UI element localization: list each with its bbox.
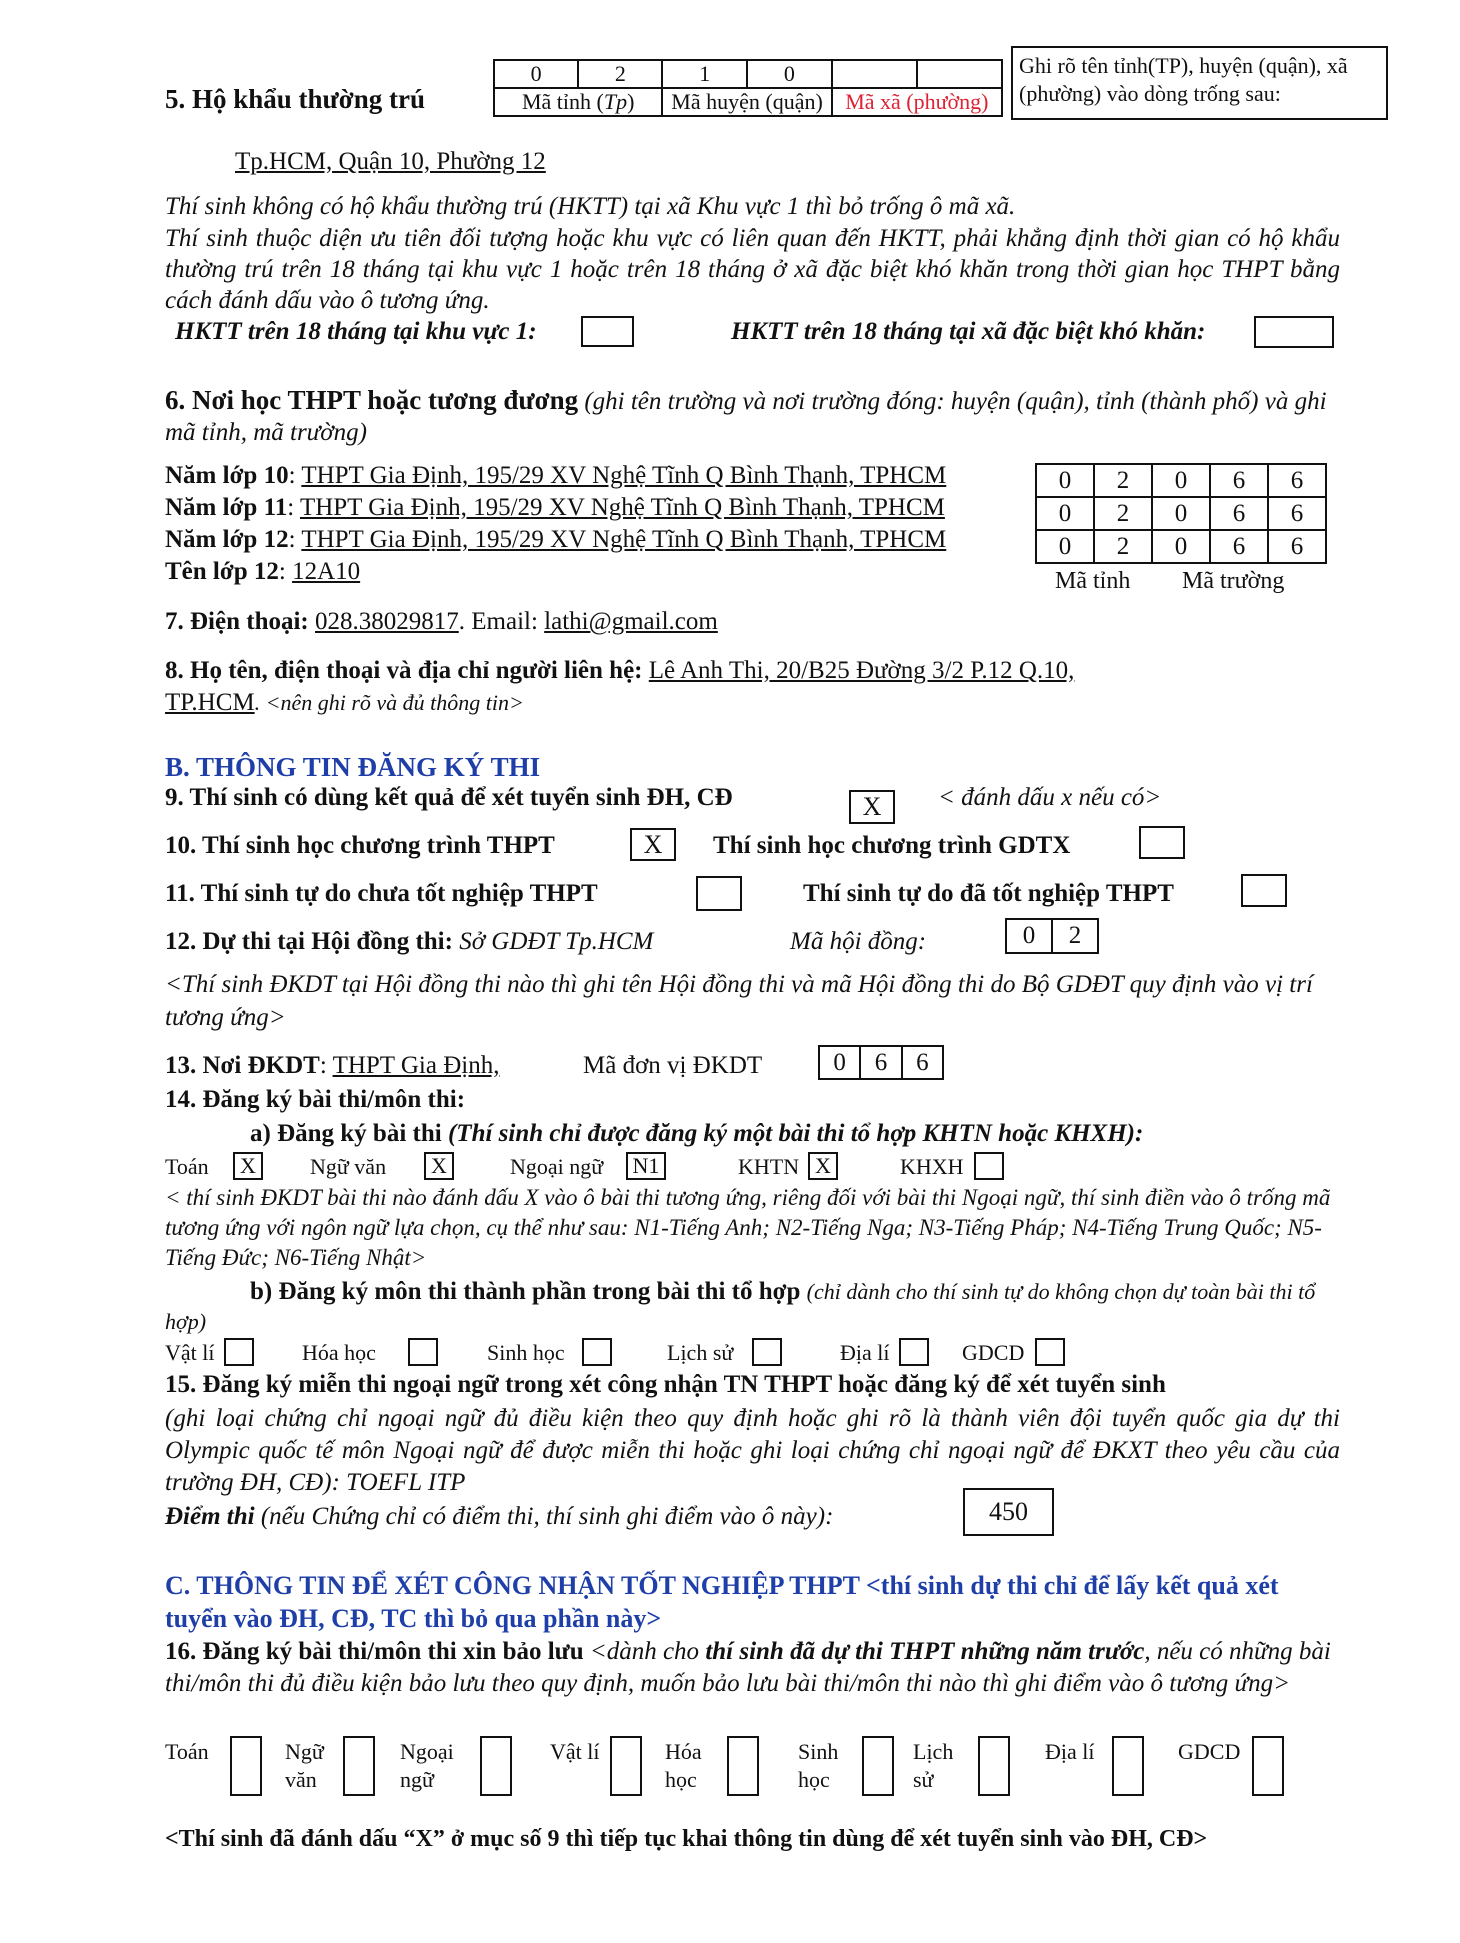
s10-checkbox-2[interactable] xyxy=(1139,826,1185,859)
s14a-checkbox-khxh[interactable] xyxy=(974,1152,1004,1180)
s6-code-grid xyxy=(1035,463,1327,564)
s11-checkbox-1[interactable] xyxy=(696,876,742,911)
s8-line1: 8. Họ tên, điện thoại và địa chỉ người liên hệ: Lê Anh Thi, 20/B25 Đường 3/2 P.12 Q.10, xyxy=(165,657,1075,684)
s6-digit[interactable]: 0 xyxy=(1036,530,1094,563)
s14a-heading: a) Đăng ký bài thi (Thí sinh chỉ được đăng ký một bài thi tổ hợp KHTN hoặc KHXH): xyxy=(250,1120,1144,1147)
s5-note-box xyxy=(1011,46,1388,120)
s5-address[interactable]: Tp.HCM, Quận 10, Phường 12 xyxy=(235,148,546,175)
s6-row-11: Năm lớp 11: THPT Gia Định, 195/29 XV Nghệ Tĩnh Q Bình Thạnh, TPHCM xyxy=(165,494,945,521)
s5-hktt-kv1-checkbox[interactable] xyxy=(581,316,634,347)
s6-digit[interactable]: 6 xyxy=(1268,497,1326,530)
s14b-checkbox-vat-li[interactable] xyxy=(224,1338,254,1366)
s14a-label-ngoai-ngu: Ngoại ngữ xyxy=(510,1154,604,1179)
s11-label-2: Thí sinh tự do đã tốt nghiệp THPT xyxy=(803,880,1174,907)
s7-contact: 7. Điện thoại: 028.38029817. Email: lathi@gmail.com xyxy=(165,608,718,635)
s5-hktt-kv1-label: HKTT trên 18 tháng tại khu vực 1: xyxy=(175,318,537,345)
s5-label-huyen: Mã huyện (quận) xyxy=(662,88,831,116)
s10-checkbox-1[interactable]: X xyxy=(630,828,676,861)
s14b-checkbox-sinh-hoc[interactable] xyxy=(582,1338,612,1366)
s5-note-line1: Ghi rõ tên tỉnh(TP), huyện (quận), xã xyxy=(1019,53,1348,78)
s16-field-sinh-hoc[interactable] xyxy=(862,1736,894,1796)
s14a-checkbox-ngu-van[interactable]: X xyxy=(424,1152,454,1180)
s14b-heading: b) Đăng ký môn thi thành phần trong bài thi tổ hợp (chỉ dành cho thí sinh tự do không chọn dự toàn bài thi tổ hợp) xyxy=(165,1278,1316,1334)
s5-digit[interactable]: 0 xyxy=(747,60,832,88)
s16-field-ngoai-ngu[interactable] xyxy=(480,1736,512,1796)
s16-field-gdcd[interactable] xyxy=(1252,1736,1284,1796)
s14b-checkbox-gdcd[interactable] xyxy=(1035,1338,1065,1366)
s6-digit[interactable]: 2 xyxy=(1094,530,1152,563)
s16-label-dia-li: Địa lí xyxy=(1045,1739,1095,1764)
s13-code-grid xyxy=(818,1045,944,1080)
s5-code-grid xyxy=(493,59,1003,117)
s5-instruction-2: Thí sinh thuộc diện ưu tiên đối tượng hoặc khu vực có liên quan đến HKTT, phải khẳng định thời gian có hộ khẩu thường trú trên 18 tháng tại khu vực 1 hoặc trên 18 tháng ở xã đặc biệt khó khăn trong thời gian học THPT bằng cách đánh dấu vào ô tương ứng. xyxy=(165,225,1340,314)
s6-digit[interactable]: 6 xyxy=(1268,464,1326,497)
s5-label-xa: Mã xã (phường) xyxy=(832,88,1002,116)
s14b-label-hoa-hoc: Hóa học xyxy=(302,1340,376,1365)
s13-digit[interactable]: 6 xyxy=(902,1046,943,1079)
s5-heading: 5. Hộ khẩu thường trú xyxy=(165,84,425,114)
s14b-label-lich-su: Lịch sử xyxy=(667,1340,734,1365)
s16-heading: 16. Đăng ký bài thi/môn thi xin bảo lưu <dành cho thí sinh đã dự thi THPT những năm trước, nếu có những bài thi/môn thi đủ điều kiện bảo lưu theo quy định, muốn bảo lưu bài thi/môn thi nào thì ghi điểm vào ô tương ứng> xyxy=(165,1638,1331,1697)
s16-field-dia-li[interactable] xyxy=(1112,1736,1144,1796)
s12-code-grid xyxy=(1005,918,1099,954)
s10-label-2: Thí sinh học chương trình GDTX xyxy=(713,832,1071,859)
s6-digit[interactable]: 2 xyxy=(1094,497,1152,530)
s7-email[interactable]: lathi@gmail.com xyxy=(544,608,718,635)
s5-note-line2: (phường) vào dòng trống sau: xyxy=(1019,81,1281,106)
s6-digit[interactable]: 6 xyxy=(1210,530,1268,563)
s12-line: 12. Dự thi tại Hội đồng thi: Sở GDĐT Tp.HCM xyxy=(165,928,654,955)
s14a-checkbox-toan[interactable]: X xyxy=(233,1152,263,1180)
s6-row-12-value[interactable]: THPT Gia Định, 195/29 XV Nghệ Tĩnh Q Bình Thạnh, TPHCM xyxy=(301,526,947,553)
s5-digit[interactable] xyxy=(832,60,917,88)
s8-value-2[interactable]: TP.HCM xyxy=(165,689,255,716)
s5-digit[interactable]: 0 xyxy=(494,60,578,88)
s9-note: < đánh dấu x nếu có> xyxy=(938,784,1162,811)
s16-label-vat-li: Vật lí xyxy=(550,1739,600,1764)
s16-label-gdcd: GDCD xyxy=(1178,1739,1241,1764)
s6-digit[interactable]: 0 xyxy=(1152,464,1210,497)
s14a-checkbox-khtn[interactable]: X xyxy=(808,1152,838,1180)
s16-label-ngu-van: Ngữ văn xyxy=(285,1739,324,1792)
s13-digit[interactable]: 6 xyxy=(860,1046,901,1079)
s14b-label-sinh-hoc: Sinh học xyxy=(487,1340,565,1365)
s11-label-1: 11. Thí sinh tự do chưa tốt nghiệp THPT xyxy=(165,880,598,907)
s14b-label-dia-li: Địa lí xyxy=(840,1340,890,1365)
s14-heading: 14. Đăng ký bài thi/môn thi: xyxy=(165,1086,466,1113)
s14a-label-khtn: KHTN xyxy=(738,1154,800,1179)
s6-row-12: Năm lớp 12: THPT Gia Định, 195/29 XV Nghệ Tĩnh Q Bình Thạnh, TPHCM xyxy=(165,526,947,553)
section-b-title: B. THÔNG TIN ĐĂNG KÝ THI xyxy=(165,752,541,782)
s16-field-lich-su[interactable] xyxy=(978,1736,1010,1796)
s6-digit[interactable]: 0 xyxy=(1036,497,1094,530)
s5-digit[interactable]: 1 xyxy=(662,60,747,88)
s16-label-hoa-hoc: Hóa học xyxy=(665,1739,702,1792)
s16-field-hoa-hoc[interactable] xyxy=(727,1736,759,1796)
s16-label-sinh-hoc: Sinh học xyxy=(798,1739,839,1792)
s16-label-toan: Toán xyxy=(165,1739,209,1764)
s5-instruction-1: Thí sinh không có hộ khẩu thường trú (HKTT) tại xã Khu vực 1 thì bỏ trống ô mã xã. xyxy=(165,193,1016,220)
s5-digit[interactable]: 2 xyxy=(578,60,662,88)
s13-line: 13. Nơi ĐKDT: THPT Gia Định, xyxy=(165,1052,500,1079)
s6-digit[interactable]: 6 xyxy=(1210,464,1268,497)
s6-row-10: Năm lớp 10: THPT Gia Định, 195/29 XV Nghệ Tĩnh Q Bình Thạnh, TPHCM xyxy=(165,462,947,489)
s14a-label-ngu-van: Ngữ văn xyxy=(310,1154,387,1179)
s14b-label-gdcd: GDCD xyxy=(962,1340,1025,1365)
s14a-instruction: < thí sinh ĐKDT bài thi nào đánh dấu X vào ô bài thi tương ứng, riêng đối với bài thi Ngoại ngữ, thí sinh điền vào ô trống mã tương ứng với ngôn ngữ lựa chọn, cụ thể như sau: N1-Tiếng Anh; N2-Tiếng Nga; N3-Tiếng Pháp; N4-Tiếng Trung Quốc; N5-Tiếng Đức; N6-Tiếng Nhật> xyxy=(165,1185,1331,1270)
s16-field-vat-li[interactable] xyxy=(610,1736,642,1796)
s6-digit[interactable]: 0 xyxy=(1152,497,1210,530)
s16-label-lich-su: Lịch sử xyxy=(913,1739,954,1792)
s8-line2: TP.HCM. <nên ghi rõ và đủ thông tin> xyxy=(165,689,524,716)
s5-hktt-xa-checkbox[interactable] xyxy=(1254,316,1334,348)
footer-note: <Thí sinh đã đánh dấu “X” ở mục số 9 thì tiếp tục khai thông tin dùng để xét tuyển sinh vào ĐH, CĐ> xyxy=(165,1826,1208,1852)
s15-note: (ghi loại chứng chỉ ngoại ngữ đủ điều kiện theo quy định hoặc ghi rõ là thành viên đội tuyển quốc gia dự thi Olympic quốc tế môn Ngoại ngữ để được miễn thi hoặc ghi loại chứng chỉ ngoại ngữ để ĐKXT theo yêu cầu của trường ĐH, CĐ): TOEFL ITP xyxy=(165,1405,1340,1496)
s6-row-10-value[interactable]: THPT Gia Định, 195/29 XV Nghệ Tĩnh Q Bình Thạnh, TPHCM xyxy=(301,462,947,489)
s5-digit[interactable] xyxy=(917,60,1002,88)
s6-digit[interactable]: 6 xyxy=(1210,497,1268,530)
s6-digit[interactable]: 0 xyxy=(1152,530,1210,563)
s14a-label-toan: Toán xyxy=(165,1154,209,1179)
s13-code-label: Mã đơn vị ĐKDT xyxy=(583,1052,763,1079)
s6-heading: 6. Nơi học THPT hoặc tương đương (ghi tên trường và nơi trường đóng: huyện (quận), tỉnh (thành phố) và ghi mã tỉnh, mã trường) xyxy=(165,385,1327,446)
s12-digit[interactable]: 2 xyxy=(1052,919,1098,953)
s16-field-ngu-van[interactable] xyxy=(343,1736,375,1796)
s6-ma-truong-label: Mã trường xyxy=(1182,568,1285,594)
s7-phone[interactable]: 028.38029817 xyxy=(315,608,459,635)
s12-code-label: Mã hội đồng: xyxy=(790,928,927,955)
s6-ma-tinh-label: Mã tỉnh xyxy=(1055,568,1131,594)
s14a-field-ngoai-ngu[interactable]: N1 xyxy=(626,1152,666,1180)
s13-value[interactable]: THPT Gia Định, xyxy=(332,1052,500,1079)
s6-class: Tên lớp 12: 12A10 xyxy=(165,558,361,585)
section-c-title: C. THÔNG TIN ĐỂ XÉT CÔNG NHẬN TỐT NGHIỆP THPT <thí sinh dự thi chỉ để lấy kết quả xét tuyển vào ĐH, CĐ, TC thì bỏ qua phần này> xyxy=(165,1571,1279,1633)
s9-checkbox[interactable]: X xyxy=(849,790,895,824)
s14b-checkbox-dia-li[interactable] xyxy=(899,1338,929,1366)
s12-digit[interactable]: 0 xyxy=(1006,919,1052,953)
s6-digit[interactable]: 0 xyxy=(1036,464,1094,497)
s8-value[interactable]: Lê Anh Thi, 20/B25 Đường 3/2 P.12 Q.10, xyxy=(648,657,1075,684)
s5-label-tinh: Mã tỉnh (Tp) xyxy=(494,88,662,116)
s14b-checkbox-lich-su[interactable] xyxy=(752,1338,782,1366)
s14b-checkbox-hoa-hoc[interactable] xyxy=(408,1338,438,1366)
s12-note: <Thí sinh ĐKDT tại Hội đồng thi nào thì ghi tên Hội đồng thi và mã Hội đồng thi do Bộ GDĐT quy định vào vị trí tương ứng> xyxy=(165,971,1313,1031)
s10-label-1: 10. Thí sinh học chương trình THPT xyxy=(165,832,555,859)
s14a-label-khxh: KHXH xyxy=(900,1154,964,1179)
s5-hktt-xa-label: HKTT trên 18 tháng tại xã đặc biệt khó khăn: xyxy=(731,318,1206,345)
s6-digit[interactable]: 2 xyxy=(1094,464,1152,497)
s6-row-11-value[interactable]: THPT Gia Định, 195/29 XV Nghệ Tĩnh Q Bình Thạnh, TPHCM xyxy=(299,494,945,521)
s14b-label-vat-li: Vật lí xyxy=(165,1340,215,1365)
s16-field-toan[interactable] xyxy=(230,1736,262,1796)
s11-checkbox-2[interactable] xyxy=(1241,874,1287,907)
s15-heading: 15. Đăng ký miễn thi ngoại ngữ trong xét công nhận TN THPT hoặc đăng ký để xét tuyển sinh xyxy=(165,1371,1166,1398)
s16-label-ngoai-ngu: Ngoại ngữ xyxy=(400,1739,454,1792)
s13-digit[interactable]: 0 xyxy=(819,1046,860,1079)
s9-label: 9. Thí sinh có dùng kết quả để xét tuyển sinh ĐH, CĐ xyxy=(165,784,733,811)
s6-digit[interactable]: 6 xyxy=(1268,530,1326,563)
s6-class-value[interactable]: 12A10 xyxy=(292,558,361,585)
s15-score-line: Điểm thi (nếu Chứng chỉ có điểm thi, thí sinh ghi điểm vào ô này): xyxy=(165,1503,834,1530)
s15-score-field[interactable]: 450 xyxy=(963,1488,1054,1536)
